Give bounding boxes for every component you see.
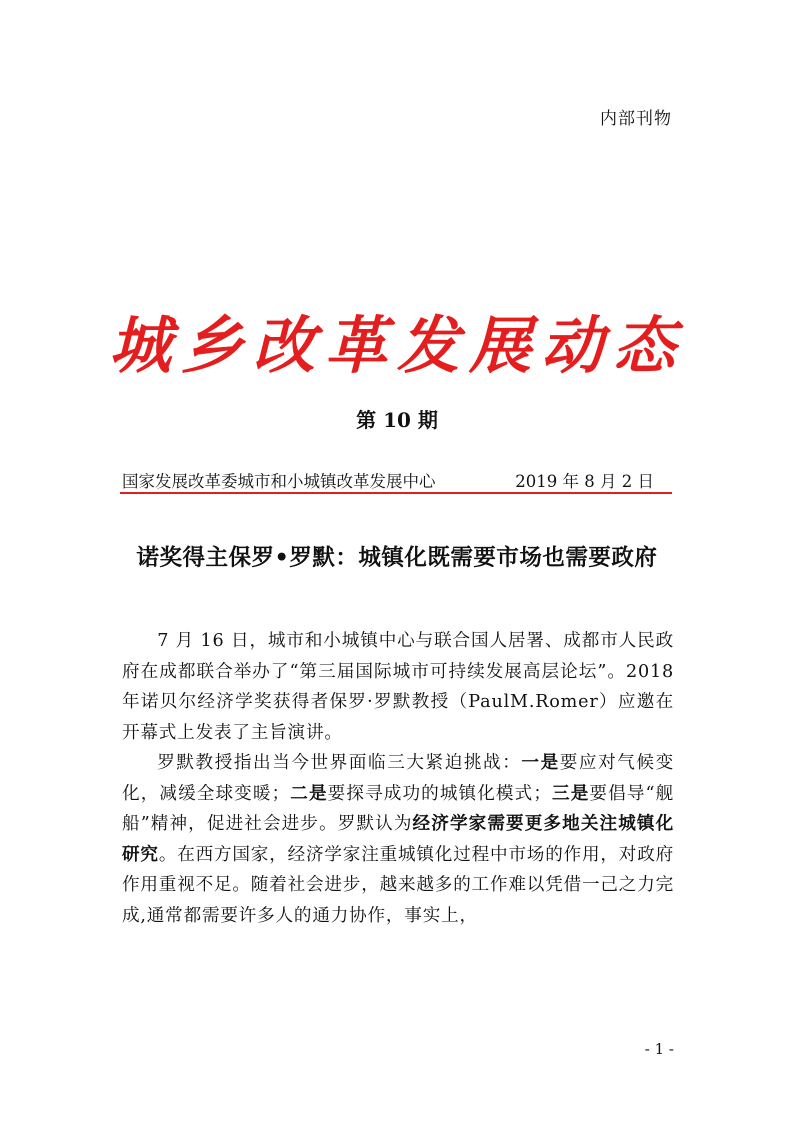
issue-number: 第 10 期 [356, 408, 438, 432]
page-number: - 1 - [644, 1040, 674, 1058]
article-paragraph-1: 7 月 16 日，城市和小城镇中心与联合国人居署、成都市人民政府在成都联合举办了“第三届国际城市可持续发展高层论坛”。2018 年诺贝尔经济学奖获得者保罗·罗默教授（PaulM.Romer）应邀在开幕式上发表了主旨演讲。 [122, 631, 674, 743]
emphasis-second: 二是 [289, 782, 328, 804]
paragraph-text: 要应对气候变化，减缓全球变暖； [122, 753, 674, 804]
emphasis-third: 三是 [551, 782, 590, 804]
emphasis-key-point: 经济学家需要更多地关注城镇化研究 [122, 813, 674, 865]
emphasis-first: 一是 [521, 752, 560, 773]
header-divider [120, 492, 672, 494]
publisher-name: 国家发展改革委城市和小城镇改革发展中心 [122, 472, 436, 491]
paragraph-text: 要倡导“舰船”精神，促进社会进步。罗默认为 [122, 783, 674, 834]
article-paragraph-2 [122, 748, 674, 931]
paragraph-text: 。在西方国家，经济学家注重城镇化过程中市场的作用，对政府作用重视不足。随着社会进步，越来越多的工作难以凭借一己之力完成,通常都需要许多人的通力协作，事实上， [122, 844, 675, 926]
masthead-title: 城乡改革发展动态 [108, 309, 685, 382]
paragraph-text: 罗默教授指出当今世界面临三大紧迫挑战： [157, 753, 522, 773]
publication-date: 2019 年 8 月 2 日 [515, 472, 654, 491]
internal-publication-label: 内部刊物 [600, 109, 672, 129]
paragraph-text: 要探寻成功的城镇化模式； [327, 783, 552, 804]
article-headline: 诺奖得主保罗•罗默：城镇化既需要市场也需要政府 [136, 545, 658, 571]
article-body [122, 626, 674, 931]
